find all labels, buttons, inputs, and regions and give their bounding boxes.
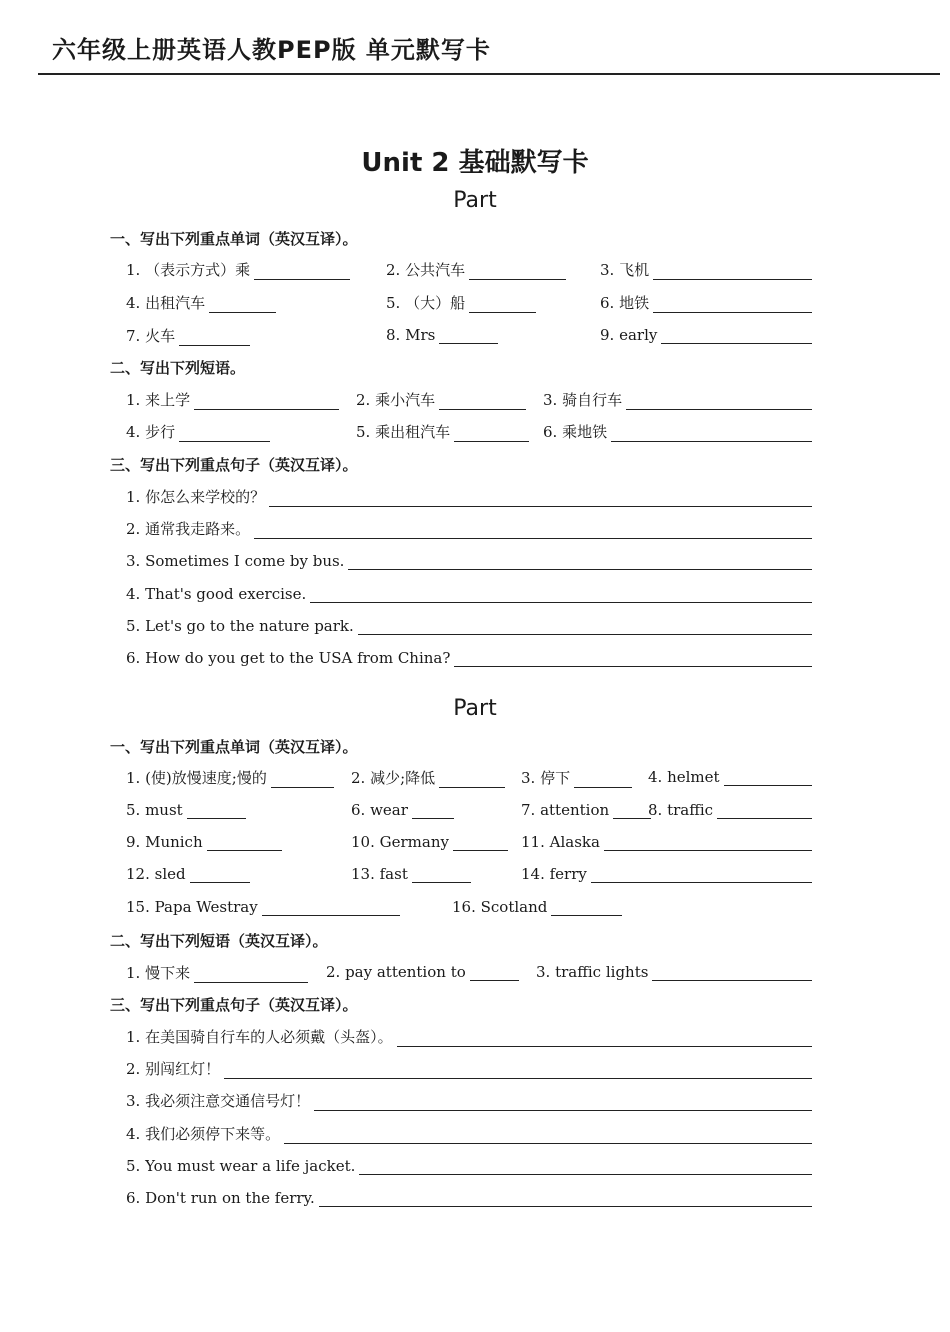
answer-blank[interactable] — [439, 769, 505, 788]
part1-phrase-item — [126, 421, 270, 442]
part2-word-item — [452, 897, 622, 916]
item-label: 2. 别闯红灯！ — [126, 1060, 221, 1078]
part2-sentence-item — [126, 1123, 812, 1144]
part2-word-item — [521, 864, 812, 883]
answer-blank[interactable] — [397, 1028, 812, 1047]
answer-blank[interactable] — [359, 1156, 812, 1175]
item-label: 4. helmet — [648, 768, 720, 786]
item-label: 4. 出租汽车 — [126, 294, 206, 312]
item-label: 10. Germany — [351, 833, 449, 851]
answer-blank[interactable] — [254, 520, 812, 539]
item-label: 7. attention — [521, 801, 610, 819]
answer-blank[interactable] — [262, 897, 400, 916]
part1-word-item — [386, 259, 566, 280]
item-label: 3. 我必须注意交通信号灯！ — [126, 1092, 311, 1110]
part2-sentence-item — [126, 1188, 812, 1207]
item-label: 1. （表示方式）乘 — [126, 261, 251, 279]
answer-blank[interactable] — [551, 897, 622, 916]
answer-blank[interactable] — [439, 325, 498, 344]
item-label: 4. 步行 — [126, 423, 176, 441]
answer-blank[interactable] — [254, 261, 350, 280]
answer-blank[interactable] — [314, 1092, 812, 1111]
item-label: 1. 在美国骑自行车的人必须戴（头盔）。 — [126, 1028, 393, 1046]
part1-word-item — [600, 259, 812, 280]
item-label: 12. sled — [126, 865, 186, 883]
item-label: 14. ferry — [521, 865, 587, 883]
item-label: 11. Alaska — [521, 833, 600, 851]
answer-blank[interactable] — [179, 423, 270, 442]
part1-sentence-item — [126, 518, 812, 539]
part2-word-item — [351, 800, 454, 819]
answer-blank[interactable] — [469, 294, 536, 313]
item-label: 3. 停下 — [521, 769, 571, 787]
part1-section2-heading: 二、写出下列短语。 — [110, 359, 246, 377]
item-label: 3. Sometimes I come by bus. — [126, 552, 345, 570]
part2-word-item — [126, 832, 282, 851]
item-label: 5. （大）船 — [386, 294, 466, 312]
part2-word-item — [521, 832, 812, 851]
part2-word-item — [521, 800, 651, 819]
part1-sentence-item — [126, 648, 812, 667]
answer-blank[interactable] — [412, 864, 471, 883]
item-label: 3. 骑自行车 — [543, 391, 623, 409]
item-label: 2. pay attention to — [326, 963, 466, 981]
unit-title: Unit 2 基础默写卡 — [361, 148, 589, 178]
part2-word-item — [521, 767, 632, 788]
part2-sentence-item — [126, 1156, 812, 1175]
answer-blank[interactable] — [454, 648, 812, 667]
part2-word-item — [351, 864, 471, 883]
answer-blank[interactable] — [194, 964, 308, 983]
answer-blank[interactable] — [653, 261, 812, 280]
item-label: 5. 乘出租汽车 — [356, 423, 451, 441]
answer-blank[interactable] — [348, 551, 812, 570]
answer-blank[interactable] — [439, 391, 526, 410]
part1-section1-heading: 一、写出下列重点单词（英汉互译）。 — [110, 230, 358, 248]
answer-blank[interactable] — [469, 261, 566, 280]
item-label: 1. 慢下来 — [126, 964, 191, 982]
part1-sentence-item — [126, 616, 812, 635]
answer-blank[interactable] — [358, 616, 812, 635]
item-label: 1. 你怎么来学校的？ — [126, 488, 266, 506]
answer-blank[interactable] — [661, 325, 812, 344]
answer-blank[interactable] — [470, 962, 519, 981]
header-divider — [38, 73, 940, 75]
answer-blank[interactable] — [310, 584, 812, 603]
item-label: 5. Let's go to the nature park. — [126, 617, 354, 635]
item-label: 6. How do you get to the USA from China? — [126, 649, 451, 667]
part2-word-item — [126, 800, 246, 819]
part1-phrase-item — [126, 389, 339, 410]
part1-sentence-item — [126, 486, 812, 507]
part1-word-item — [600, 292, 812, 313]
answer-blank[interactable] — [453, 832, 508, 851]
part2-sentence-item — [126, 1026, 812, 1047]
part2-section3-heading: 三、写出下列重点句子（英汉互译）。 — [110, 996, 358, 1014]
part1-phrase-item — [356, 389, 526, 410]
part2-phrase-item — [536, 962, 812, 981]
part2-word-item — [126, 864, 250, 883]
part2-section1-heading: 一、写出下列重点单词（英汉互译）。 — [110, 738, 358, 756]
part1-phrase-item — [543, 389, 812, 410]
part1-section3-heading: 三、写出下列重点句子（英汉互译）。 — [110, 456, 358, 474]
item-label: 9. Munich — [126, 833, 203, 851]
part2-word-item — [126, 897, 400, 916]
part2-phrase-item — [126, 962, 308, 983]
item-label: 1. 来上学 — [126, 391, 191, 409]
part2-word-item — [648, 800, 812, 819]
answer-blank[interactable] — [271, 769, 334, 788]
item-label: 8. traffic — [648, 801, 714, 819]
part2-word-item — [351, 767, 505, 788]
answer-blank[interactable] — [591, 864, 812, 883]
part1-sentence-item — [126, 551, 812, 570]
answer-blank[interactable] — [626, 391, 812, 410]
answer-blank[interactable] — [574, 769, 632, 788]
part2-word-item — [351, 832, 508, 851]
part1-word-item — [126, 292, 276, 313]
item-label: 5. must — [126, 801, 183, 819]
item-label: 5. You must wear a life jacket. — [126, 1157, 356, 1175]
item-label: 1. (使)放慢速度;慢的 — [126, 769, 267, 787]
answer-blank[interactable] — [412, 800, 454, 819]
item-label: 15. Papa Westray — [126, 898, 258, 916]
part1-word-item — [386, 292, 536, 313]
answer-blank[interactable] — [652, 962, 812, 981]
part1-word-item — [126, 259, 350, 280]
part2-section2-heading: 二、写出下列短语（英汉互译）。 — [110, 932, 328, 950]
answer-blank[interactable] — [653, 294, 812, 313]
item-label: 6. wear — [351, 801, 408, 819]
item-label: 6. 地铁 — [600, 294, 650, 312]
item-label: 4. That's good exercise. — [126, 585, 307, 603]
answer-blank[interactable] — [284, 1125, 812, 1144]
item-label: 3. traffic lights — [536, 963, 649, 981]
part1-phrase-item — [543, 421, 812, 442]
item-label: 2. 公共汽车 — [386, 261, 466, 279]
item-label: 4. 我们必须停下来等。 — [126, 1125, 281, 1143]
answer-blank[interactable] — [190, 864, 250, 883]
answer-blank[interactable] — [611, 423, 812, 442]
part2-word-item — [648, 767, 812, 786]
part1-title: Part — [453, 188, 497, 213]
part1-sentence-item — [126, 584, 812, 603]
answer-blank[interactable] — [604, 832, 812, 851]
part2-title: Part — [453, 696, 497, 721]
answer-blank[interactable] — [724, 767, 812, 786]
part1-word-item — [600, 325, 812, 344]
item-label: 8. Mrs — [386, 326, 436, 344]
item-label: 6. 乘地铁 — [543, 423, 608, 441]
answer-blank[interactable] — [194, 391, 339, 410]
item-label: 7. 火车 — [126, 327, 176, 345]
item-label: 2. 乘小汽车 — [356, 391, 436, 409]
answer-blank[interactable] — [717, 800, 812, 819]
part1-word-item — [386, 325, 498, 344]
part2-sentence-item — [126, 1058, 812, 1079]
part1-phrase-item — [356, 421, 529, 442]
answer-blank[interactable] — [207, 832, 282, 851]
item-label: 16. Scotland — [452, 898, 548, 916]
item-label: 2. 减少;降低 — [351, 769, 436, 787]
part2-sentence-item — [126, 1090, 812, 1111]
answer-blank[interactable] — [209, 294, 276, 313]
answer-blank[interactable] — [319, 1188, 812, 1207]
item-label: 9. early — [600, 326, 658, 344]
answer-blank[interactable] — [179, 327, 250, 346]
item-label: 3. 飞机 — [600, 261, 650, 279]
item-label: 2. 通常我走路来。 — [126, 520, 251, 538]
item-label: 13. fast — [351, 865, 408, 883]
item-label: 6. Don't run on the ferry. — [126, 1189, 315, 1207]
part2-phrase-item — [326, 962, 519, 981]
answer-blank[interactable] — [269, 488, 812, 507]
answer-blank[interactable] — [454, 423, 529, 442]
answer-blank[interactable] — [187, 800, 246, 819]
part1-word-item — [126, 325, 250, 346]
part2-word-item — [126, 767, 334, 788]
answer-blank[interactable] — [224, 1060, 812, 1079]
header-title: 六年级上册英语人教PEP版 单元默写卡 — [52, 36, 491, 64]
answer-blank[interactable] — [613, 800, 651, 819]
